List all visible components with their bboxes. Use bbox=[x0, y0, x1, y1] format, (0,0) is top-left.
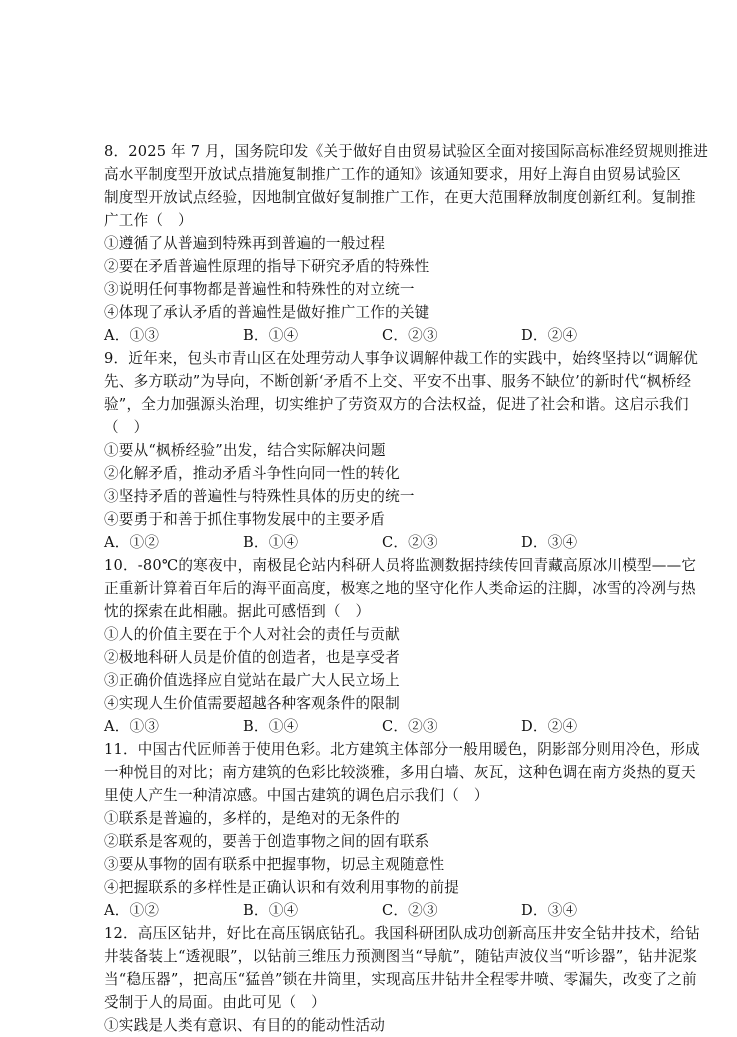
q11-option-4: ④把握联系的多样性是正确认识和有效利用事物的前提 bbox=[104, 879, 460, 896]
q10-stem-line-3: 忱的探索在此相融。据此可感悟到（ ） bbox=[104, 603, 371, 620]
q12-stem-line-3: 当“稳压器”，把高压“猛兽”锁在井筒里，实现高压井钻井全程零井喷、零漏失，改变了之前 bbox=[104, 971, 697, 988]
q10-answer-b: B．①④ bbox=[243, 718, 299, 735]
q10-answer-row bbox=[104, 716, 660, 738]
q8-answer-d: D．②④ bbox=[521, 327, 578, 344]
q10-answer-c: C．②③ bbox=[382, 718, 438, 735]
q9-option-1: ①要从“枫桥经验”出发，结合实际解决问题 bbox=[104, 442, 386, 459]
q9-stem-line-2: 先、多方联动”为导向，不断创新‘矛盾不上交、平安不出事、服务不缺位’的新时代“枫桥经 bbox=[104, 373, 692, 390]
q9-answer-a: A．①② bbox=[104, 534, 160, 551]
q9-answer-c: C．②③ bbox=[382, 534, 438, 551]
q9-option-4: ④要勇于和善于抓住事物发展中的主要矛盾 bbox=[104, 511, 386, 528]
q11-stem-line-1: 11．中国古代匠师善于使用色彩。北方建筑主体部分一般用暖色，阴影部分则用冷色，形成 bbox=[104, 741, 700, 758]
q10-option-4: ④实现人生价值需要超越各种客观条件的限制 bbox=[104, 695, 400, 712]
q9-option-2: ②化解矛盾，推动矛盾斗争性向同一性的转化 bbox=[104, 465, 400, 482]
q11-option-2: ②联系是客观的，要善于创造事物之间的固有联系 bbox=[104, 833, 430, 850]
q9-answer-b: B．①④ bbox=[243, 534, 299, 551]
q11-answer-b: B．①④ bbox=[243, 902, 299, 919]
q10-option-2: ②极地科研人员是价值的创造者，也是享受者 bbox=[104, 649, 400, 666]
q11-option-3: ③要从事物的固有联系中把握事物，切忌主观随意性 bbox=[104, 856, 445, 873]
q8-answer-row bbox=[104, 325, 660, 347]
q9-answer-row bbox=[104, 532, 660, 554]
q8-option-3: ③说明任何事物都是普遍性和特殊性的对立统一 bbox=[104, 281, 415, 298]
q8-option-2: ②要在矛盾普遍性原理的指导下研究矛盾的特殊性 bbox=[104, 258, 430, 275]
q11-answer-c: C．②③ bbox=[382, 902, 438, 919]
q8-answer-a: A．①③ bbox=[104, 327, 160, 344]
q9-stem-line-4: （ ） bbox=[104, 419, 149, 436]
q9-answer-d: D．③④ bbox=[521, 534, 578, 551]
q8-answer-b: B．①④ bbox=[243, 327, 299, 344]
q9-option-3: ③坚持矛盾的普遍性与特殊性具体的历史的统一 bbox=[104, 488, 415, 505]
q12-stem-line-1: 12．高压区钻井，好比在高压锅底钻孔。我国科研团队成功创新高压井安全钻井技术，给钻 bbox=[104, 925, 700, 942]
q8-answer-c: C．②③ bbox=[382, 327, 438, 344]
q12-option-1: ①实践是人类有意识、有目的的能动性活动 bbox=[104, 1017, 386, 1034]
q11-answer-d: D．③④ bbox=[521, 902, 578, 919]
q10-stem-line-1: 10．-80℃的寒夜中，南极昆仑站内科研人员将监测数据持续传回青藏高原冰川模型——它 bbox=[104, 557, 697, 574]
q11-option-1: ①联系是普遍的，多样的，是绝对的无条件的 bbox=[104, 810, 400, 827]
q10-answer-a: A．①③ bbox=[104, 718, 160, 735]
q11-stem-line-3: 里使人产生一种清凉感。中国古建筑的调色启示我们（ ） bbox=[104, 787, 489, 804]
q8-stem-line-1: 8．2025 年 7 月，国务院印发《关于做好自由贸易试验区全面对接国际高标准经贸规则推进 bbox=[104, 143, 709, 160]
q8-stem-line-4: 广工作（ ） bbox=[104, 212, 193, 229]
q10-option-1: ①人的价值主要在于个人对社会的责任与贡献 bbox=[104, 626, 400, 643]
q10-option-3: ③正确价值选择应自觉站在最广大人民立场上 bbox=[104, 672, 400, 689]
q8-option-4: ④体现了承认矛盾的普遍性是做好推广工作的关键 bbox=[104, 304, 430, 321]
q11-answer-row bbox=[104, 900, 660, 922]
q8-stem-line-3: 制度型开放试点经验，因地制宜做好复制推广工作，在更大范围释放制度创新红利。复制推 bbox=[104, 189, 696, 206]
q8-option-1: ①遵循了从普遍到特殊再到普遍的一般过程 bbox=[104, 235, 386, 252]
q12-stem-line-4: 受制于人的局面。由此可见（ ） bbox=[104, 994, 326, 1011]
q12-stem-line-2: 井装备装上“透视眼”，以钻前三维压力预测图当“导航”，随钻声波仪当“听诊器”，钻井泥浆 bbox=[104, 948, 698, 965]
q11-answer-a: A．①② bbox=[104, 902, 160, 919]
q10-stem-line-2: 正重新计算着百年后的海平面高度，极寒之地的坚守化作人类命运的注脚，冰雪的冷冽与热 bbox=[104, 580, 696, 597]
q8-stem-line-2: 高水平制度型开放试点措施复制推广工作的通知》该通知要求，用好上海自由贸易试验区 bbox=[104, 166, 681, 183]
q11-stem-line-2: 一种悦目的对比；南方建筑的色彩比较淡雅，多用白墙、灰瓦，这种色调在南方炎热的夏天 bbox=[104, 764, 696, 781]
q9-stem-line-1: 9．近年来，包头市青山区在处理劳动人事争议调解仲裁工作的实践中，始终坚持以“调解优 bbox=[104, 350, 699, 367]
q9-stem-line-3: 验”，全力加强源头治理，切实维护了劳资双方的合法权益，促进了社会和谐。这启示我们 bbox=[104, 396, 689, 413]
q10-answer-d: D．②④ bbox=[521, 718, 578, 735]
